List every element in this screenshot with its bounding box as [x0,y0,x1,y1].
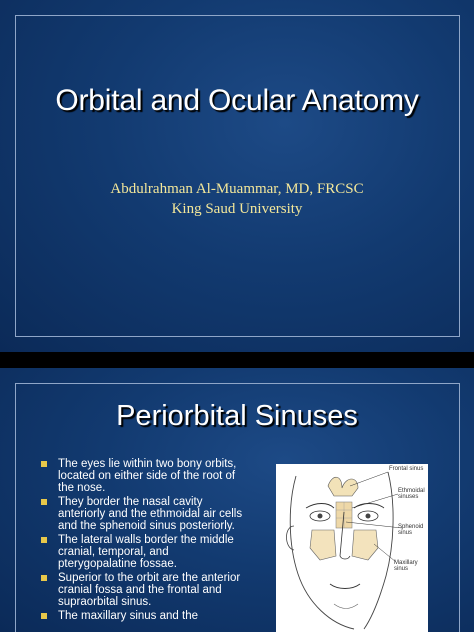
ethmoidal-sinus-label: Ethmoidal sinuses [398,488,425,500]
bullet-icon [41,461,47,467]
bullet-item: The eyes lie within two bony orbits, located on either side of the root of the nose. [40,458,245,494]
bullet-item: The lateral walls border the middle cranial, temporal, and pterygopalatine fossae. [40,534,245,570]
bullet-item: Superior to the orbit are the anterior cranial fossa and the frontal and supraorbital sinus. [40,572,245,608]
sphenoid-sinus-label: Sphenoid sinus [398,524,424,536]
slide-title: Periorbital Sinuses [116,400,358,432]
bullet-icon [41,537,47,543]
bullet-item: They border the nasal cavity anteriorly and the ethmoidal air cells and the sphenoid sinus posteriorly. [40,496,245,532]
slide-frame [15,15,460,337]
affiliation: King Saud University [171,201,303,217]
bullet-list [40,458,245,624]
slide-title: Orbital and Ocular Anatomy [55,84,419,117]
bullet-icon [41,499,47,505]
bullet-icon [41,613,47,619]
bullet-item: The maxillary sinus and the [40,610,245,622]
sinus-diagram [276,464,428,632]
author-name: Abdulrahman Al-Muammar, MD, FRCSC [110,181,364,197]
bullet-icon [41,575,47,581]
frontal-sinus-label: Frontal sinus [389,466,424,472]
maxillary-sinus-label: Maxillary sinus [394,560,418,572]
